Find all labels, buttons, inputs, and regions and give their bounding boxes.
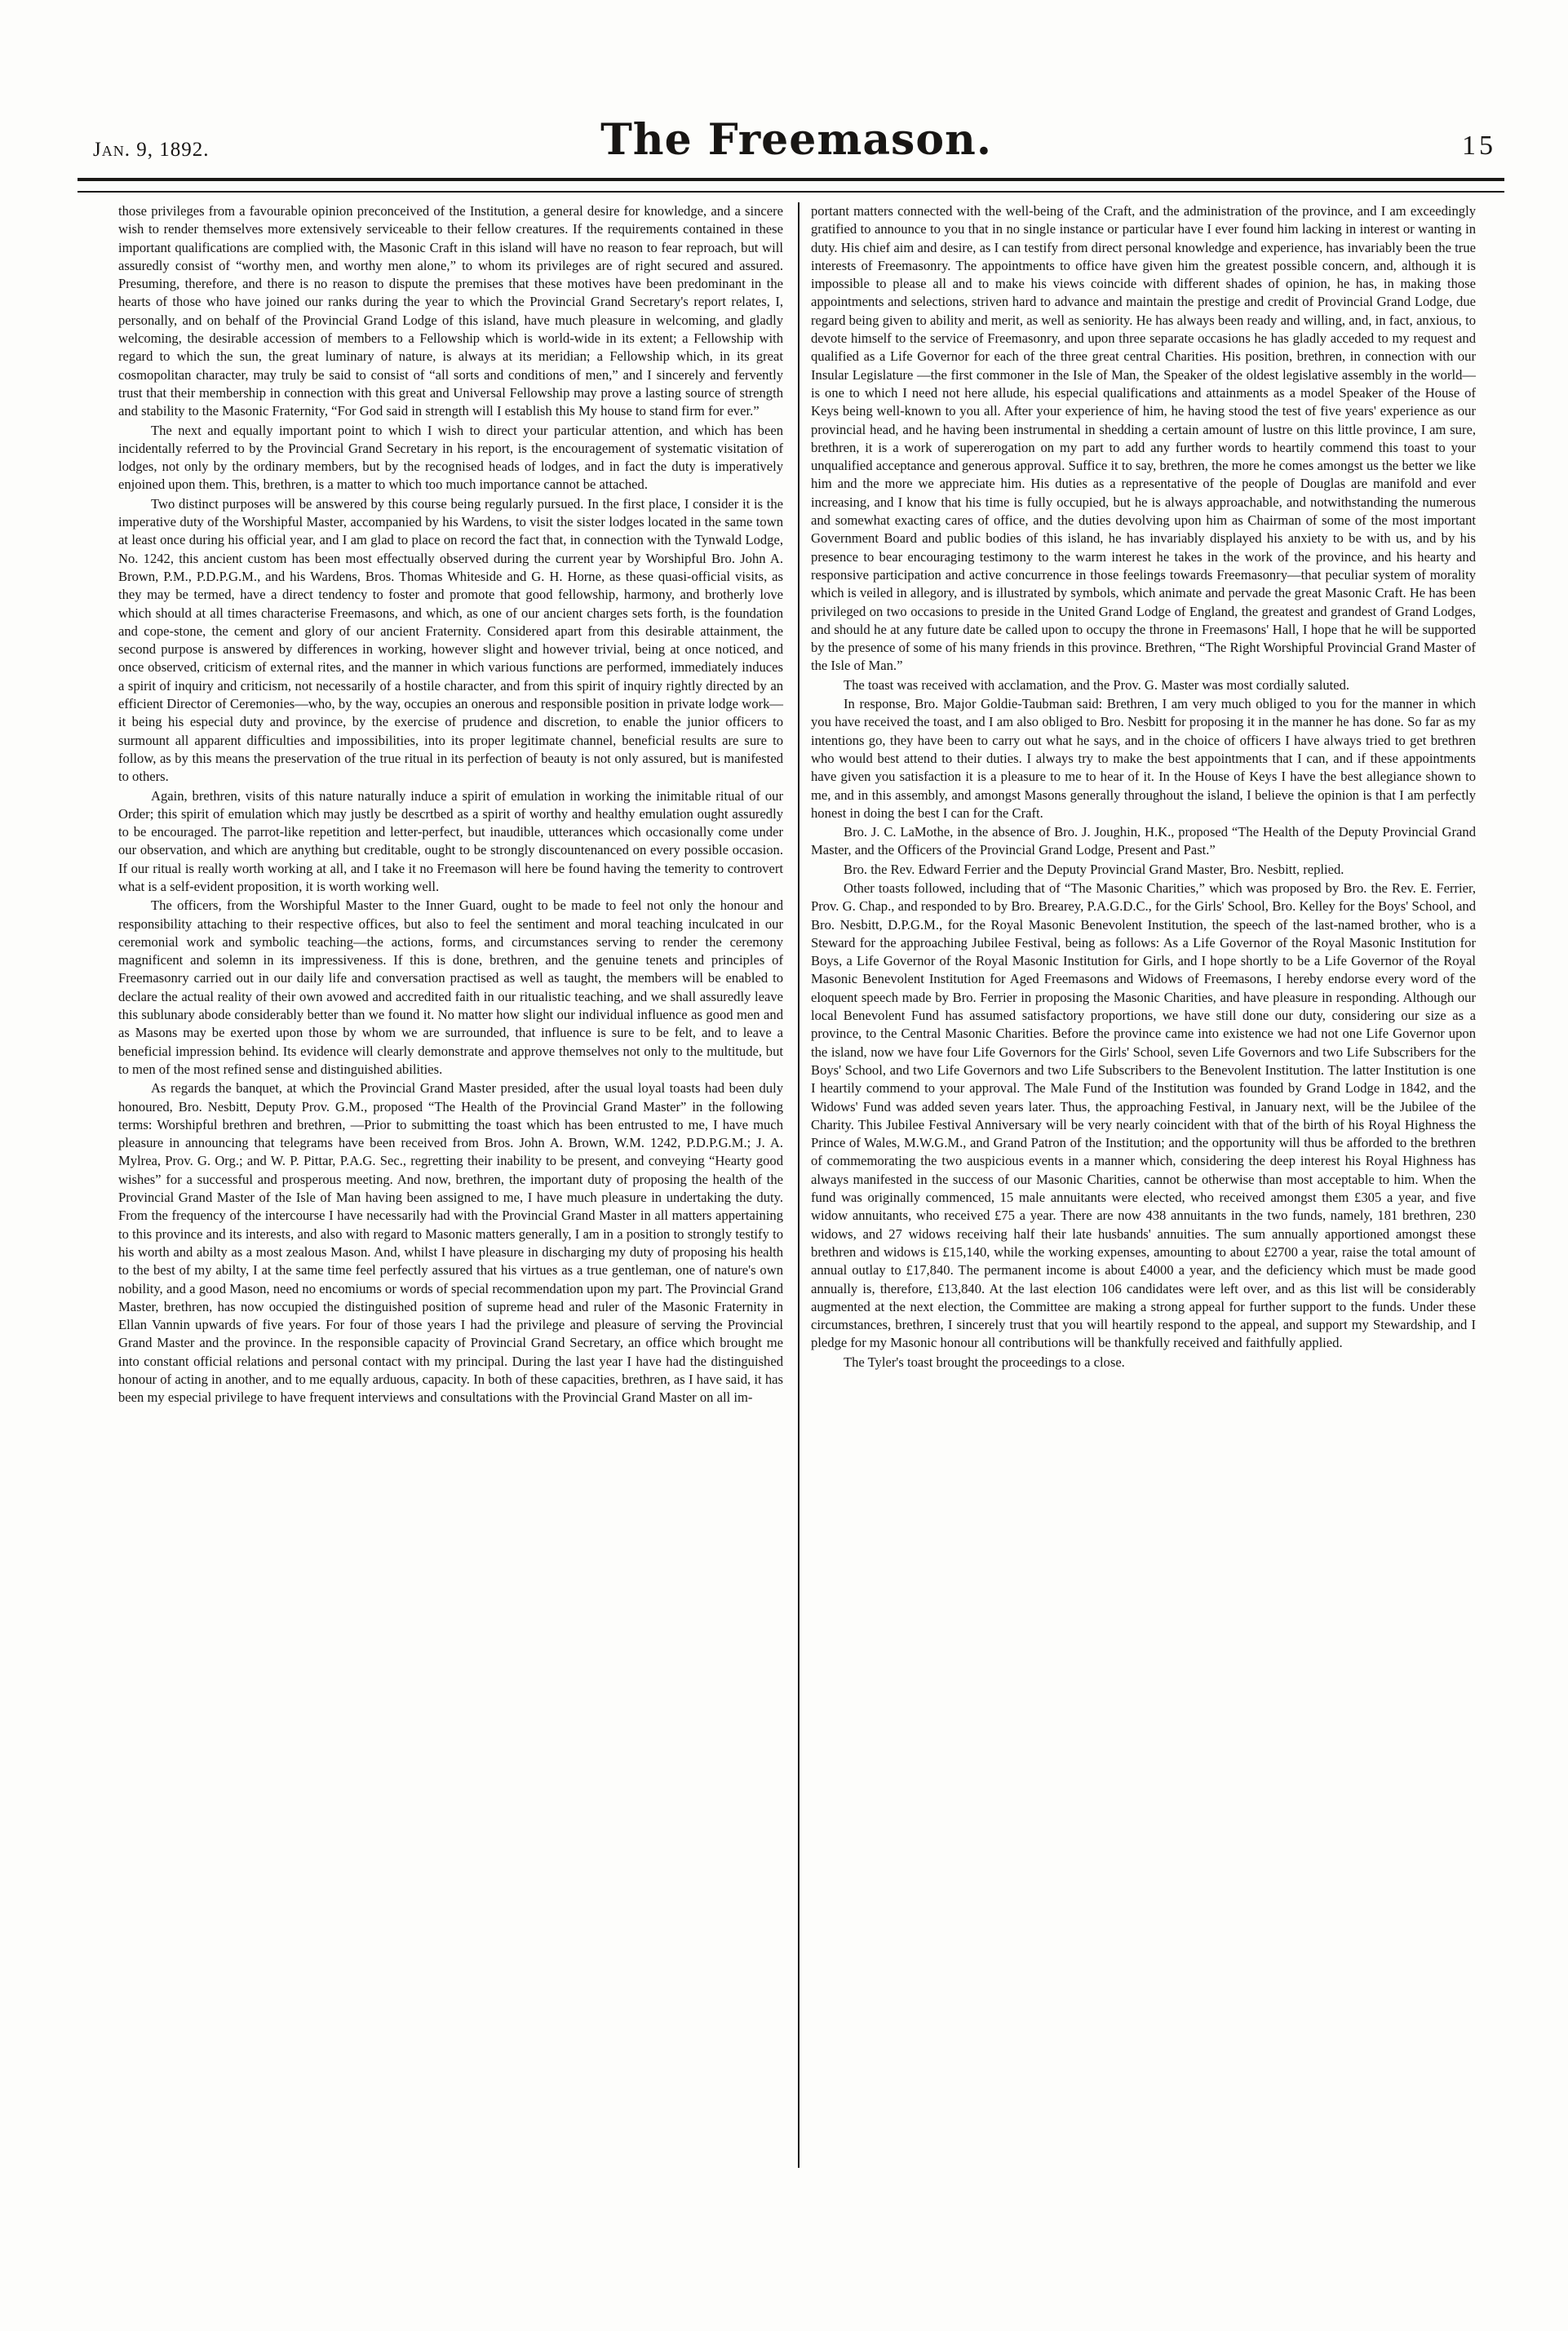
masthead <box>90 104 1503 165</box>
paragraph: those privileges from a favourable opinion preconceived of the Institution, a general desire for knowledge, and a sincere wish to render themselves more extensively serviceable to their fellow creatures. If the requirements contained in these important qualifications are complied with, the Masonic Craft in this island will have no reason to fear reproach, but will assuredly consist of “worthy men, and worthy men alone,” to whom its privileges are of right secured and assured. Presuming, therefore, and there is no reason to dispute the premises that these motives have been predominant in the hearts of those who have joined our ranks during the year to which the Provincial Grand Secretary's report relates, I, personally, and on behalf of the Provincial Grand Lodge of this island, have much pleasure in welcoming, and gladly welcoming, the desirable accession of members to a Fellowship which is world-wide in its extent; a Fellowship with regard to which the sun, the great luminary of nature, is always at its meridian; a Fellowship which, in its great cosmopolitan character, may truly be said to consist of “all sorts and conditions of men,” and I sincerely and fervently trust that their membership in connection with this great and Universal Fellowship may prove a lasting source of strength and stability to the Masonic Fraternity, “For God said in strength will I establish this My house to stand firm for ever.” <box>118 203 783 419</box>
masthead-rule <box>78 178 1504 193</box>
paragraph: The toast was received with acclamation, and the Prov. G. Master was most cordially saluted. <box>844 676 1350 693</box>
paragraph: Again, brethren, visits of this nature naturally induce a spirit of emulation in working the inimitable ritual of our Order; this spirit of emulation which may justly be descrtbed as a spirit of worthy and healthy emulation ought assuredly to be encouraged. The parrot-like repetition and letter-perfect, but inaudible, utterances which occasionally come under our observation, and which are anything but creditable, ought to be strongly discountenanced on every possible occasion. If our ritual is really worth working at all, and I take it no Freemason will here be found having the temerity to controvert what is a self-evident proposition, it is worth working well. <box>118 787 783 894</box>
paragraph: The Tyler's toast brought the proceedings to a close. <box>844 1354 1125 1370</box>
paragraph: The next and equally important point to which I wish to direct your particular attention, and which has been incidentally referred to by the Provincial Grand Secretary in his report, is the encouragement of systematic visitation of lodges, not only by the ordinary members, but by the recognised heads of lodges, and in fact the duty is imperatively enjoined upon them. This, brethren, is a matter to which too much importance cannot be attached. <box>118 422 783 493</box>
paragraph: Bro. J. C. LaMothe, in the absence of Bro. J. Joughin, H.K., proposed “The Health of the Deputy Provincial Grand Master, and the Officers of the Provincial Grand Lodge, Present and Past.” <box>811 824 1476 858</box>
paragraph: Bro. the Rev. Edward Ferrier and the Deputy Provincial Grand Master, Bro. Nesbitt, replied. <box>844 861 1344 877</box>
column-left <box>78 202 798 1407</box>
paragraph: As regards the banquet, at which the Provincial Grand Master presided, after the usual loyal toasts had been duly honoured, Bro. Nesbitt, Deputy Prov. G.M., proposed “The Health of the Provincial Grand Master” in the following terms: Worshipful brethren and brethren, —Prior to submitting the toast which has been entrusted to me, I have much pleasure in announcing that telegrams have been received from Bros. John A. Brown, W.M. 1242, P.D.P.G.M.; J. A. Mylrea, Prov. G. Org.; and W. P. Pittar, P.A.G. Sec., regretting their inability to be present, and conveying “Hearty good wishes” for a successful and prosperous meeting. And now, brethren, the important duty of proposing the health of the Provincial Grand Master of the Isle of Man having been assigned to me, I have much pleasure in undertaking the duty. From the frequency of the intercourse I have necessarily had with the Provincial Grand Master in all matters appertaining to this province and its interests, and also with regard to Masonic matters generally, I am in a position to strongly testify to his worth and abilty as a most zealous Mason. And, whilst I have pleasure in discharging my duty of proposing his health to the best of my abilty, I at the same time feel perfectly assured that his virtues as a true gentleman, one of nature's own nobility, and a good Mason, need no encomiums or words of special recommendation upon my part. The Provincial Grand Master, brethren, has now occupied the distinguished position of supreme head and ruler of the Masonic Fraternity in Ellan Vannin upwards of five years. For four of those years I had the privilege and pleasure of serving the Provincial Grand Master and the province. In the responsible capacity of Provincial Grand Secretary, an office which brought me into constant official relations and personal contact with my principal. During the last year I have had the distinguished honour of acting in another, and to me equally arduous, capacity. In both of these capacities, brethren, as I have said, it has been my especial privilege to have frequent interviews and consultations with the Provincial Grand Master on all im- <box>118 1080 783 1406</box>
article-columns <box>78 202 1504 2282</box>
page-number: 15 <box>1462 131 1496 161</box>
column-right <box>800 202 1476 1372</box>
paragraph: Two distinct purposes will be answered by this course being regularly pursued. In the first place, I consider it is the imperative duty of the Worshipful Master, accompanied by his Wardens, to visit the sister lodges located in the same town at least once during his official year, and I am glad to place on record the fact that, in connection with the Tynwald Lodge, No. 1242, this ancient custom has been most effectually observed during the current year by Worshipful Bro. John A. Brown, P.M., P.D.P.G.M., and his Wardens, Bros. Thomas Whiteside and G. H. Horne, as these quasi-official visits, as they may be termed, have a direct tendency to foster and promote that good fellowship, harmony, and brotherly love which should at all times characterise Freemasons, and which, as one of our ancient charges sets forth, is the foundation and cope-stone, the cement and glory of our ancient Fraternity. Considered apart from this desirable attainment, the second purpose is answered by differences in working, however slight and however trivial, being at once noticed, and once observed, criticism of external rites, and the manner in which various functions are performed, immediately induces a spirit of inquiry and criticism, not necessarily of a hostile character, and from this spirit of inquiry rightly directed by an efficient Director of Ceremonies—who, by the way, occupies an onerous and responsible position in private lodge work—it being his especial duty and province, by the exercise of prudence and discretion, to enable the junior officers to surmount all apparent difficulties and impossibilities, into its proper legitimate channel, beneficial results are sure to follow, as by this means the preservation of the true ritual in its perfection of beauty is not only assured, but is manifested to others. <box>118 495 783 785</box>
issue-date: Jan. 9, 1892. <box>93 139 210 161</box>
paragraph: portant matters connected with the well-being of the Craft, and the administration of the province, and I am exceedingly gratified to announce to you that in no single instance or particular have I ever found him lacking in interest or wanting in duty. His chief aim and desire, as I can testify from direct personal knowledge and experience, has invariably been the true interests of Freemasonry. The appointments to office have given him the greatest possible concern, and, although it is impossible to please all and to make his views coincide with different shades of opinion, he has, in making those appointments and selections, striven hard to advance and maintain the prestige and credit of Provincial Grand Lodge, due regard being given to ability and merit, as well as seniority. He has always been ready and willing, and, in fact, anxious, to devote himself to the service of Freemasonry, and upon three separate occasions he has gladly acceded to my request and qualified as a Life Governor for each of the three great central Charities. His position, brethren, in connection with our Insular Legislature —the first commoner in the Isle of Man, the Speaker of the oldest legislative assembly in the world—is one to which I need not here allude, his especial qualifications and attainments as a model Speaker of the House of Keys being well-known to you all. After your experience of him, he having stood the test of five years' experience as our provincial head, and he having been instrumental in shedding a certain amount of lustre on this little province, I am sure, brethren, it is a work of supererogation on my part to add any further words to heartily commend this toast to your unqualified acceptance and generous approval. Suffice it to say, brethren, the more he comes amongst us the better we like him and the more we appreciate him. His duties as a representative of the people of Douglas are manifold and ever increasing, and I know that his time is fully occupied, but he is always approachable, and notwithstanding the numerous and somewhat exacting cares of office, and the duties devolving upon him as Chairman of some of the most important Government Board and public bodies of this island, he has invariably displayed his anxiety to be with us, and by his presence to bear encouraging testimony to the warm interest he takes in the work of the province, and his hearty and responsive participation and active concurrence in those feelings towards Freemasonry—that peculiar system of morality which is veiled in allegory, and is illustrated by symbols, which animate and pervade the great Masonic Craft. He has been privileged on two occasions to preside in the United Grand Lodge of England, the greatest and grandest of Grand Lodges, and should he at any future date be called upon to occupy the throne in Freemasons' Hall, I hope that he will be supported by the presence of some of his many friends in this province. Brethren, “The Right Worshipful Provincial Grand Master of the Isle of Man.” <box>811 203 1476 674</box>
page-title: The Freemason. <box>600 115 992 165</box>
paragraph: In response, Bro. Major Goldie-Taubman said: Brethren, I am very much obliged to you for the manner in which you have received the toast, and I am also obliged to Bro. Nesbitt for proposing it in the manner he has done. So far as my intentions go, they have been to carry out what he says, and in the choice of officers I have always tried to get brethren who would best attend to their duties. I always try to make the best appointments that I can, and if these appointments have given you satisfaction it is a pleasure to me to hear of it. In the House of Keys I have the best allegiance shown to me, and in this assembly, and amongst Masons generally throughout the island, I believe the opinion is that I am perfectly honest in doing the best I can for the Craft. <box>811 696 1476 821</box>
paragraph: The officers, from the Worshipful Master to the Inner Guard, ought to be made to feel not only the honour and responsibility attaching to their respective offices, but also to feel the sentiment and moral teaching inculcated in our ceremonial work and symbolic teaching—the actions, forms, and circumstances serving to render the ceremony magnificent and solemn in its impressiveness. If this is done, brethren, and the genuine tenets and principles of Freemasonry carried out in our daily life and conversation practised as well as taught, the members will be enabled to declare the actual reality of their own avowed and accredited faith in our ritualistic teaching, and we shall assuredly leave this sublunary abode considerably better than we found it. No matter how slight our individual influence as good men and as Masons may be exerted upon those by whom we are surrounded, that influence is sure to be felt, and to leave a beneficial impression behind. Its evidence will clearly demonstrate and approve themselves not only to the multitude, but to men of the most refined sense and distinguished abilities. <box>118 897 783 1077</box>
paragraph: Other toasts followed, including that of “The Masonic Charities,” which was proposed by Bro. the Rev. E. Ferrier, Prov. G. Chap., and responded to by Bro. Brearey, P.A.G.D.C., for the Girls' School, Bro. Kelley for the Boys' School, and Bro. Nesbitt, D.P.G.M., for the Royal Masonic Benevolent Institution, the speech of the last-named brother, who is a Steward for the approaching Jubilee Festival, being as follows: As a Life Governor of the Royal Masonic Institution for Boys, a Life Governor of the Royal Masonic Institution for Girls, and I hope shortly to be a Life Governor of the Royal Masonic Benevolent Institution for Aged Freemasons and Widows of Freemasons, I hereby endorse every word of the eloquent speech made by Bro. Ferrier in proposing the Masonic Charities, and have pleasure in responding. Although our local Benevolent Fund has assumed satisfactory proportions, we have still done our duty, considering our size as a province, to the Central Masonic Charities. Before the province came into existence we had not one Life Governor upon the island, now we have four Life Governors for the Girls' School, seven Life Governors and two Life Subscribers for the Boys' School, and two Life Governors and two Life Subscribers to the Benevolent Institution. The latter Institution is one I heartily commend to your approval. The Male Fund of the Institution was founded by Grand Lodge in 1842, and the Widows' Fund was added seven years later. Thus, the approaching Festival, in January next, will be the Jubilee of the Charity. This Jubilee Festival Anniversary will be very nearly coincident with that of the birth of his Royal Highness the Prince of Wales, M.W.G.M., and Grand Patron of the Institution; and the opportunity will thus be afforded to the brethren of commemorating the two auspicious events in a manner which, considering the deep interest his Royal Highness has always manifested in the success of our Masonic Charities, cannot be otherwise than most acceptable to him. When the fund was originally commenced, 15 male annuitants were elected, who received amongst them £305 a year, and five widow annuitants, who received £75 a year. There are now 438 annuitants in the two funds, namely, 181 brethren, 230 widows, and 27 widows receiving half their late husbands' annuities. The sum annually apportioned amongst these brethren and widows is £15,140, while the working expenses, amounting to about £2700 a year, raise the total amount of annual outlay to £17,840. The permanent income is about £4000 a year, and the deficiency which must be made good annually is, therefore, £13,840. At the last election 106 candidates were left over, and as this list will be considerably augmented at the next election, the Committee are making a strong appeal for further support to the funds. Under these circumstances, brethren, I sincerely trust that you will heartily respond to the appeal, and support my Stewardship, and I pledge for my Masonic honour all contributions will be thankfully received and faithfully applied. <box>811 880 1476 1351</box>
